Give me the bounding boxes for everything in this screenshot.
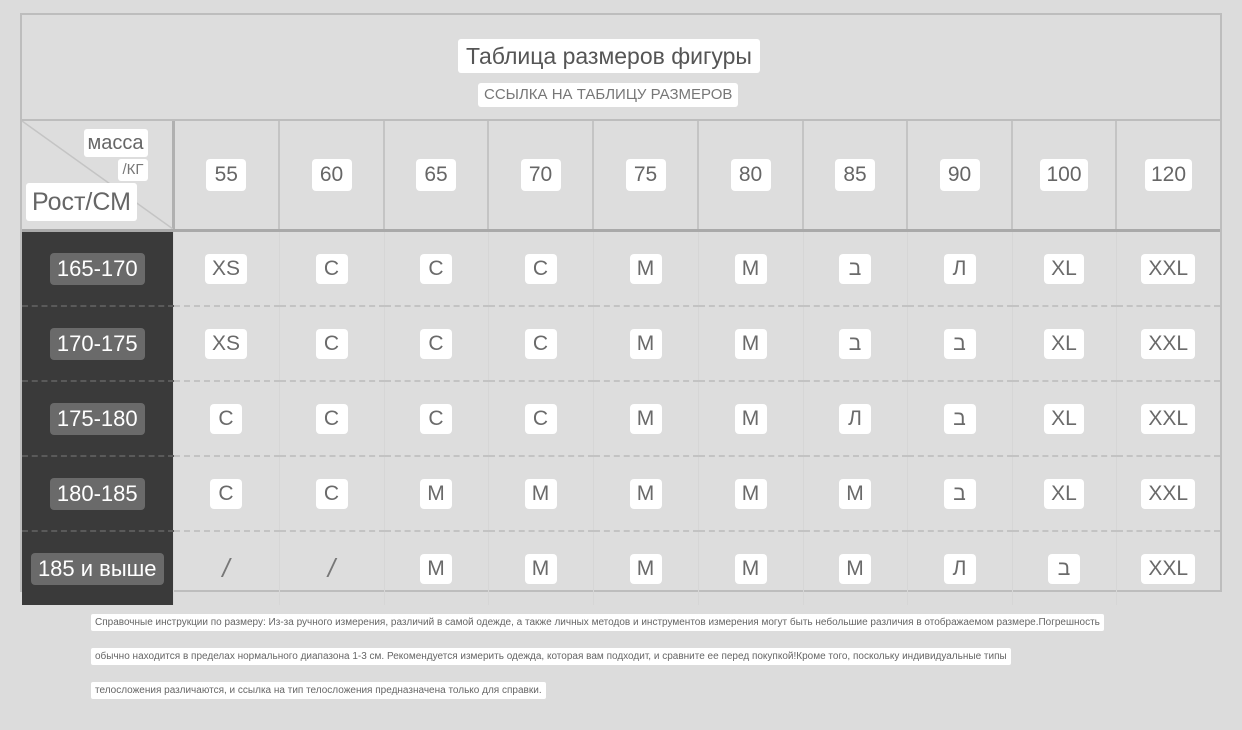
weight-header-cell (1116, 121, 1220, 231)
weight-value: 100 (1040, 159, 1087, 191)
size-cell (173, 531, 279, 605)
mass-unit-label: /КГ (118, 159, 147, 181)
size-cell (488, 306, 593, 381)
weight-value: 65 (416, 159, 456, 191)
size-cell (384, 456, 488, 531)
size-cell (1116, 381, 1220, 456)
size-value: M (630, 329, 662, 359)
size-value: M (735, 554, 767, 584)
size-value: XXL (1141, 479, 1195, 509)
size-cell (384, 306, 488, 381)
size-cell (173, 381, 279, 456)
size-cell (593, 531, 698, 605)
size-value: C (420, 329, 452, 359)
size-cell (1116, 231, 1220, 307)
size-cell (698, 531, 803, 605)
note-line: телосложения различаются, и ссылка на тип телосложения предназначена только для справки. (91, 682, 546, 699)
size-cell (803, 531, 907, 605)
weight-header-cell (488, 121, 593, 231)
size-cell (907, 531, 1012, 605)
size-value: XXL (1141, 404, 1195, 434)
size-cell (1116, 456, 1220, 531)
note-line: Справочные инструкции по размеру: Из-за ручного измерения, различий в самой одежде, а также личных методов и инструментов измерения могут быть небольшие различия в отображаемом размере.Погрешность (91, 614, 1104, 631)
size-value: M (630, 404, 662, 434)
size-cell (279, 531, 384, 605)
size-value: ב (944, 329, 976, 359)
weight-header-cell (384, 121, 488, 231)
size-cell (698, 231, 803, 307)
size-value: M (630, 479, 662, 509)
size-value: M (420, 479, 452, 509)
size-value: XXL (1141, 254, 1195, 284)
table-row (22, 456, 1220, 531)
size-value: C (316, 254, 348, 284)
size-value: C (210, 479, 242, 509)
size-value: XL (1044, 329, 1084, 359)
table-row (22, 381, 1220, 456)
weight-header-cell (593, 121, 698, 231)
size-value: ב (839, 329, 871, 359)
chart-subtitle: ССЫЛКА НА ТАБЛИЦУ РАЗМЕРОВ (478, 83, 738, 107)
size-cell (488, 231, 593, 307)
weight-header-row (22, 121, 1220, 231)
height-range: 185 и выше (31, 553, 164, 585)
size-cell (907, 306, 1012, 381)
size-value: C (316, 479, 348, 509)
size-cell (803, 231, 907, 307)
size-value: C (316, 404, 348, 434)
size-value: M (735, 254, 767, 284)
height-label: Рост/СМ (26, 183, 137, 221)
size-value: C (525, 329, 557, 359)
size-value: M (839, 554, 871, 584)
size-cell (698, 381, 803, 456)
size-value: ב (944, 479, 976, 509)
size-value: / (327, 553, 336, 583)
size-value: M (525, 554, 557, 584)
table-row (22, 306, 1220, 381)
size-value: ב (1048, 554, 1080, 584)
weight-header-cell (279, 121, 384, 231)
size-cell (1012, 456, 1116, 531)
weight-header-cell (698, 121, 803, 231)
size-value: M (630, 254, 662, 284)
size-value: M (525, 479, 557, 509)
size-value: XL (1044, 479, 1084, 509)
weight-header-cell (803, 121, 907, 231)
weight-header-cell (907, 121, 1012, 231)
table-row (22, 231, 1220, 307)
weight-value: 60 (312, 159, 352, 191)
size-value: C (210, 404, 242, 434)
size-cell (1012, 381, 1116, 456)
size-value: C (420, 254, 452, 284)
size-value: M (839, 479, 871, 509)
height-cell (22, 381, 173, 456)
weight-value: 70 (521, 159, 561, 191)
size-cell (803, 456, 907, 531)
size-cell (384, 531, 488, 605)
size-value: XS (205, 254, 247, 284)
size-value: XL (1044, 404, 1084, 434)
size-chart (20, 13, 1222, 592)
size-value: M (630, 554, 662, 584)
height-range: 170-175 (50, 328, 145, 360)
size-cell (1116, 306, 1220, 381)
mass-label: масса (84, 129, 148, 157)
weight-value: 120 (1145, 159, 1192, 191)
size-value: M (735, 329, 767, 359)
height-cell (22, 531, 173, 605)
height-cell (22, 306, 173, 381)
note-line: обычно находится в пределах нормального диапазона 1-3 см. Рекомендуется измерить одежда, которая вам подходит, и сравните ее перед покупкой!Кроме того, поскольку индивидуальные типы (91, 648, 1011, 665)
size-value: XL (1044, 254, 1084, 284)
size-cell (384, 381, 488, 456)
size-cell (907, 456, 1012, 531)
height-range: 175-180 (50, 403, 145, 435)
size-cell (488, 456, 593, 531)
size-value: Л (839, 404, 871, 434)
size-value: ב (839, 254, 871, 284)
size-value: XXL (1141, 554, 1195, 584)
size-cell (488, 381, 593, 456)
size-cell (1012, 531, 1116, 605)
size-cell (279, 456, 384, 531)
size-value: M (420, 554, 452, 584)
table-row (22, 531, 1220, 605)
size-cell (803, 306, 907, 381)
size-value: Л (944, 554, 976, 584)
size-value: ב (944, 404, 976, 434)
size-cell (173, 456, 279, 531)
size-value: XXL (1141, 329, 1195, 359)
size-value: C (420, 404, 452, 434)
size-cell (593, 231, 698, 307)
size-cell (593, 456, 698, 531)
weight-header-cell (173, 121, 279, 231)
size-value: M (735, 404, 767, 434)
weight-header-cell (1012, 121, 1116, 231)
size-value: C (525, 254, 557, 284)
size-cell (698, 306, 803, 381)
size-cell (1012, 231, 1116, 307)
size-cell (279, 381, 384, 456)
size-value: C (316, 329, 348, 359)
size-table (22, 121, 1220, 605)
size-cell (279, 306, 384, 381)
size-cell (1116, 531, 1220, 605)
chart-title: Таблица размеров фигуры (458, 39, 760, 73)
size-cell (907, 231, 1012, 307)
height-range: 165-170 (50, 253, 145, 285)
size-value: M (735, 479, 767, 509)
size-cell (698, 456, 803, 531)
size-cell (279, 231, 384, 307)
size-cell (173, 306, 279, 381)
size-value: / (222, 553, 230, 583)
weight-value: 80 (731, 159, 771, 191)
weight-value: 55 (206, 159, 246, 191)
size-cell (173, 231, 279, 307)
weight-value: 75 (626, 159, 666, 191)
height-cell (22, 231, 173, 307)
title-area (22, 15, 1220, 121)
height-cell (22, 456, 173, 531)
size-cell (593, 381, 698, 456)
size-cell (1012, 306, 1116, 381)
weight-value: 85 (835, 159, 875, 191)
corner-cell (22, 121, 173, 231)
size-cell (384, 231, 488, 307)
size-cell (593, 306, 698, 381)
size-value: C (525, 404, 557, 434)
size-cell (803, 381, 907, 456)
height-range: 180-185 (50, 478, 145, 510)
size-cell (907, 381, 1012, 456)
size-value: XS (205, 329, 247, 359)
weight-value: 90 (940, 159, 980, 191)
size-cell (488, 531, 593, 605)
size-value: Л (944, 254, 976, 284)
